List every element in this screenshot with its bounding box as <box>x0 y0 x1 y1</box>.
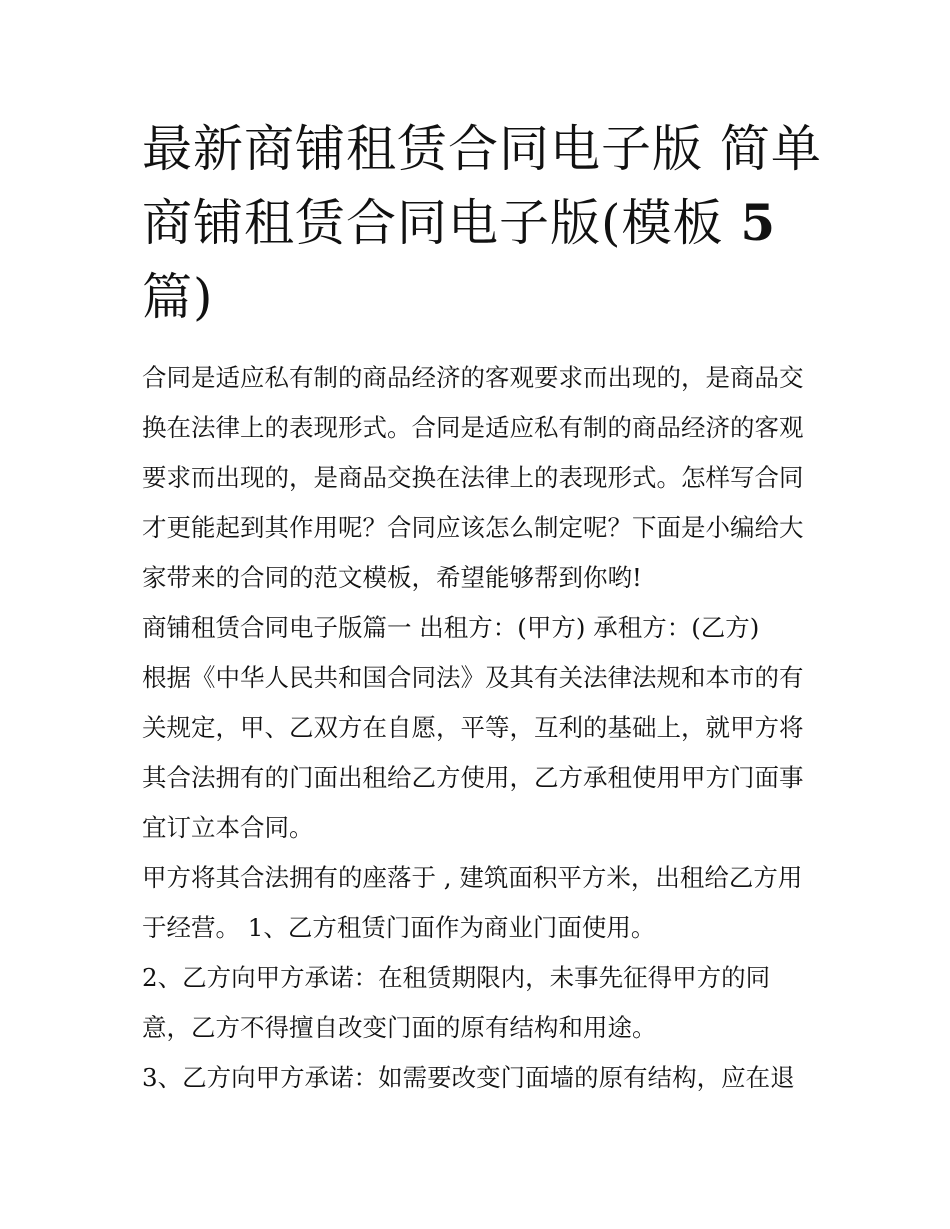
title-line-1: 最新商铺租赁合同电子版 简单 <box>142 120 822 178</box>
text-line: 换在法律上的表现形式。合同是适应私有制的商品经济的客观 <box>142 413 804 442</box>
text-line: 3、乙方向甲方承诺：如需要改变门面墙的原有结构，应在退 <box>142 1063 795 1092</box>
intro-paragraph <box>142 353 822 603</box>
text-line: 合同是适应私有制的商品经济的客观要求而出现的，是商品交 <box>142 363 804 392</box>
document-body <box>142 353 822 1103</box>
text-line: 于经营。 1、乙方租赁门面作为商业门面使用。 <box>142 913 656 942</box>
title-line-2: 商铺租赁合同电子版(模板 5 <box>142 193 777 252</box>
premises-paragraph <box>142 853 822 953</box>
section-heading-paragraph <box>142 603 822 653</box>
title-line-3: 篇) <box>142 268 214 326</box>
text-line: 根据《中华人民共和国合同法》及其有关法律法规和本市的有 <box>142 663 804 692</box>
text-line: 商铺租赁合同电子版篇一 出租方：(甲方) 承租方：(乙方) <box>142 613 760 642</box>
text-line: 宜订立本合同。 <box>142 813 314 842</box>
document-title <box>142 112 822 334</box>
text-line: 2、乙方向甲方承诺：在租赁期限内，未事先征得甲方的同 <box>142 963 771 992</box>
text-line: 关规定，甲、乙双方在自愿，平等，互利的基础上，就甲方将 <box>142 713 804 742</box>
preamble-paragraph <box>142 653 822 853</box>
clause-2-paragraph <box>142 953 822 1053</box>
text-line: 要求而出现的，是商品交换在法律上的表现形式。怎样写合同 <box>142 463 804 492</box>
text-line: 家带来的合同的范文模板，希望能够帮到你哟! <box>142 563 642 592</box>
text-line: 意，乙方不得擅自改变门面的原有结构和用途。 <box>142 1013 657 1042</box>
text-line: 甲方将其合法拥有的座落于 , 建筑面积平方米，出租给乙方用 <box>142 863 803 892</box>
text-line: 才更能起到其作用呢？合同应该怎么制定呢？下面是小编给大 <box>142 513 804 542</box>
clause-3-paragraph <box>142 1053 822 1103</box>
text-line: 其合法拥有的门面出租给乙方使用，乙方承租使用甲方门面事 <box>142 763 804 792</box>
